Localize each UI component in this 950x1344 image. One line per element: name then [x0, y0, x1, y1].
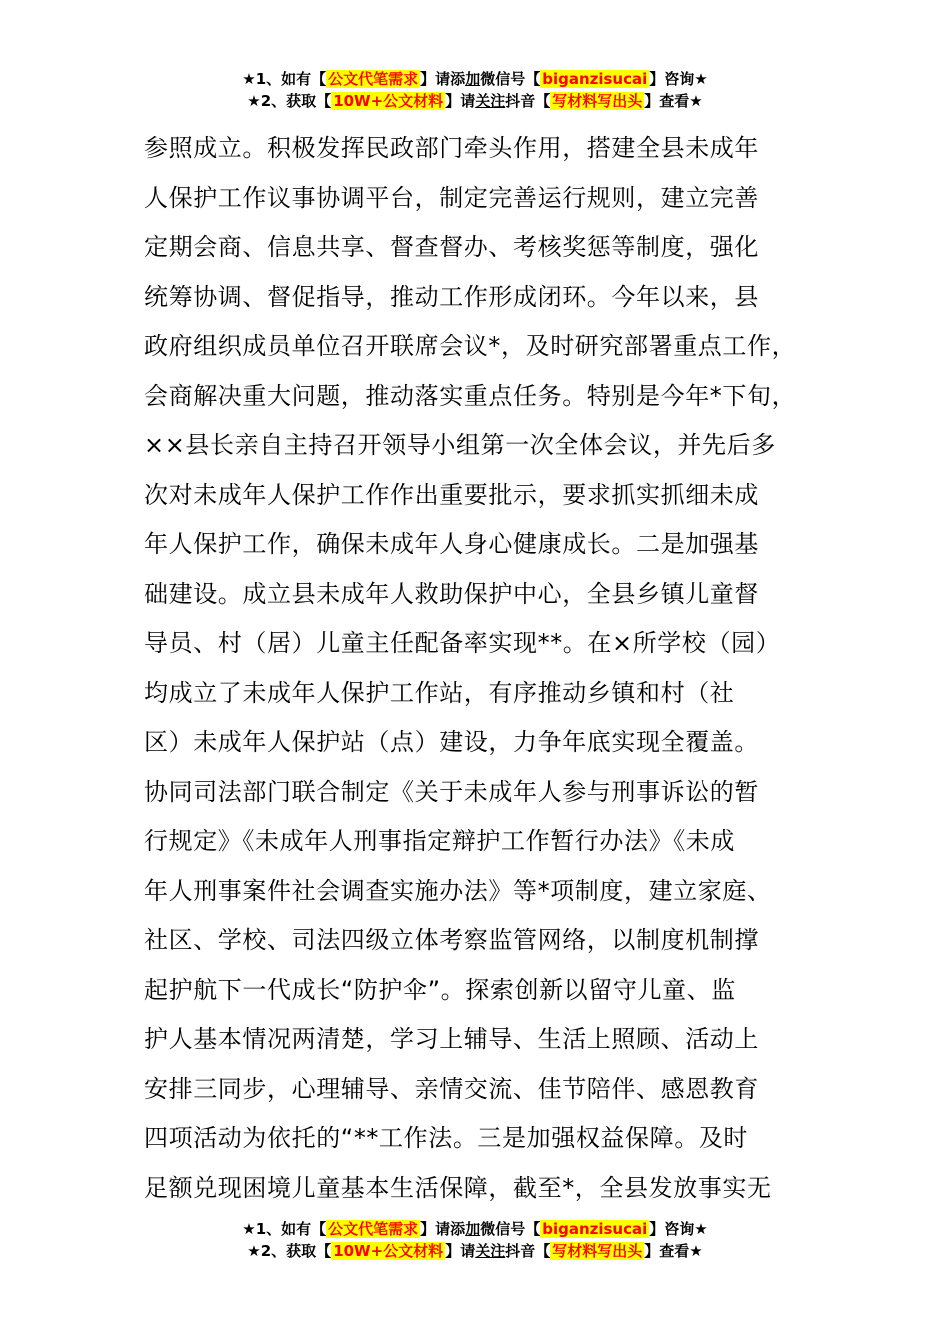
- banner-underline: 关注: [475, 92, 506, 110]
- banner-text: 抖音【: [505, 92, 551, 110]
- banner-text: ★2、获取【: [247, 92, 332, 110]
- body-line: 社区、学校、司法四级立体考察监管网络，以制度机制撑: [144, 926, 759, 954]
- body-line: 起护航下一代成长“防护伞”。探索创新以留守儿童、监: [144, 975, 736, 1004]
- banner-text: 抖音【: [505, 1242, 551, 1260]
- banner-underline: 加: [465, 1220, 481, 1238]
- body-line: 安排三同步，心理辅导、亲情交流、佳节陪伴、感恩教育: [144, 1074, 759, 1103]
- banner-line-1: [0, 1218, 950, 1240]
- banner-highlight: 10W+公文材料: [333, 92, 444, 110]
- banner-text: 】请添: [420, 70, 466, 88]
- body-line: 参照成立。积极发挥民政部门牵头作用，搭建全县未成年: [144, 134, 759, 162]
- document-body: [144, 124, 824, 1213]
- body-line: 足额兑现困境儿童基本生活保障，截至*，全县发放事实无: [144, 1173, 772, 1202]
- banner-underline: 加: [465, 70, 481, 88]
- body-line: 行规定》《未成年人刑事指定辩护工作暂行办法》《未成: [144, 827, 735, 855]
- banner-highlight: 公文代笔需求: [328, 1220, 419, 1238]
- banner-text: 】查看★: [644, 1242, 703, 1260]
- body-line: 础建设。成立县未成年人救助保护中心，全县乡镇儿童督: [144, 579, 759, 608]
- banner-text: 】请: [445, 1242, 476, 1260]
- banner-text: ★1、如有【: [242, 1220, 327, 1238]
- banner-highlight: 写材料写出头: [552, 92, 643, 110]
- banner-text: 】咨询★: [649, 1220, 708, 1238]
- banner-underline: 关注: [475, 1242, 506, 1260]
- body-line: 次对未成年人保护工作作出重要批示，要求抓实抓细未成: [144, 480, 759, 509]
- body-line: 区）未成年人保护站（点）建设，力争年底实现全覆盖。: [144, 728, 759, 756]
- banner-highlight: biganzisucai: [542, 70, 648, 88]
- banner-highlight: biganzisucai: [542, 1220, 648, 1238]
- banner-text: 】查看★: [644, 92, 703, 110]
- body-line: 年人刑事案件社会调查实施办法》等*项制度，建立家庭、: [144, 876, 772, 905]
- body-line: ××县长亲自主持召开领导小组第一次全体会议，并先后多: [144, 431, 776, 459]
- banner-line-1: [0, 68, 950, 90]
- body-line: 导员、村（居）儿童主任配备率实现**。在×所学校（园）: [144, 629, 781, 657]
- body-line: 年人保护工作，确保未成年人身心健康成长。二是加强基: [144, 530, 759, 558]
- footer-banner: [0, 1218, 950, 1262]
- banner-line-2: [0, 1240, 950, 1262]
- banner-highlight: 写材料写出头: [552, 1242, 643, 1260]
- body-line: 统筹协调、督促指导，推动工作形成闭环。今年以来，县: [144, 282, 759, 311]
- body-line: 均成立了未成年人保护工作站，有序推动乡镇和村（社: [144, 678, 735, 707]
- banner-text: 】请添: [420, 1220, 466, 1238]
- banner-line-2: [0, 90, 950, 112]
- banner-highlight: 公文代笔需求: [328, 70, 419, 88]
- body-line: 人保护工作议事协调平台，制定完善运行规则，建立完善: [144, 183, 759, 212]
- header-banner: [0, 68, 950, 112]
- banner-text: ★2、获取【: [247, 1242, 332, 1260]
- banner-text: ★1、如有【: [242, 70, 327, 88]
- body-line: 政府组织成员单位召开联席会议*，及时研究部署重点工作，: [144, 332, 797, 360]
- body-line: 四项活动为依托的“**工作法。三是加强权益保障。及时: [144, 1124, 749, 1152]
- banner-text: 微信号【: [480, 1220, 541, 1238]
- banner-highlight: 10W+公文材料: [333, 1242, 444, 1260]
- banner-text: 微信号【: [480, 70, 541, 88]
- banner-text: 】咨询★: [649, 70, 708, 88]
- body-line: 会商解决重大问题，推动落实重点任务。特别是今年*下旬，: [144, 381, 797, 410]
- body-line: 定期会商、信息共享、督查督办、考核奖惩等制度，强化: [144, 233, 759, 261]
- body-line: 协同司法部门联合制定《关于未成年人参与刑事诉讼的暂: [144, 777, 759, 806]
- body-line: 护人基本情况两清楚，学习上辅导、生活上照顾、活动上: [144, 1025, 759, 1053]
- banner-text: 】请: [445, 92, 476, 110]
